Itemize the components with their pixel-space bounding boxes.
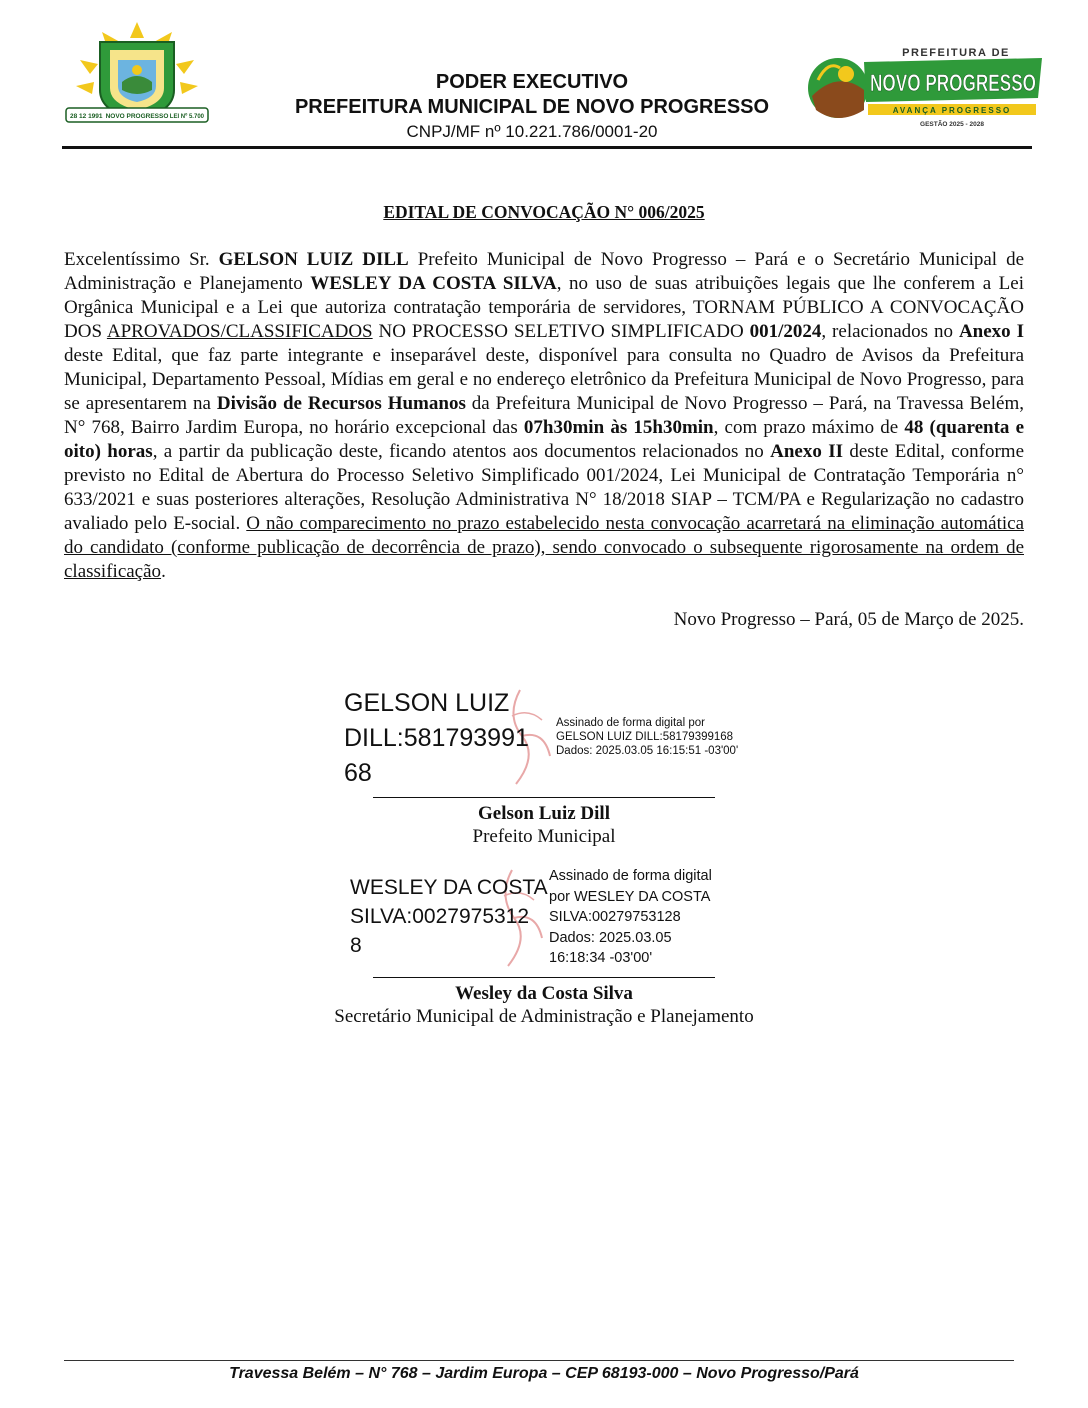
- body-bold-deadline: 48 (quarenta e oito) horas: [64, 417, 1024, 462]
- signature-info-line1: Assinado de forma digital por: [556, 717, 705, 729]
- signature-digital-info: [549, 866, 749, 969]
- header-title-executive: PODER EXECUTIVO: [435, 71, 629, 93]
- signature-line: [373, 977, 715, 978]
- body-text-7: da Prefeitura Municipal de Novo Progresso – Pará, na Travessa Belém, N° 768, Bairro Jardim Europa, no horário excepcional das: [64, 393, 1024, 438]
- logo-banner-right: LEI Nº 5.700: [169, 114, 204, 120]
- body-bold-secretary: WESLEY DA COSTA SILVA: [310, 273, 557, 294]
- signature-digital-info: [556, 716, 776, 758]
- signature-digital-name: [344, 686, 554, 791]
- body-text-1: Excelentíssimo Sr.: [64, 249, 219, 270]
- signatory-role: Prefeito Municipal: [472, 826, 616, 847]
- signatory-name: Wesley da Costa Silva: [455, 983, 633, 1004]
- body-bold-process-number: 001/2024: [749, 321, 822, 342]
- body-text-10: deste Edital, conforme previsto no Edital de Abertura do Processo Seletivo Simplificado 001/2024, Lei Municipal de Contratação Temporária n° 633/2021 e suas posteriores alterações, Resolução Administrativa N° 18/2018 SIAP – TCM/PA e Regularização no cadastro avaliado pelo E-social.: [64, 441, 1025, 534]
- body-text-2: Prefeito Municipal de Novo Progresso – Pará e o Secretário Municipal de Administração e Planejamento: [64, 249, 1024, 294]
- signature-info-line4: Dados: 2025.03.05: [549, 929, 672, 946]
- body-bold-mayor: GELSON LUIZ DILL: [218, 249, 409, 270]
- signature-info-line3: SILVA:00279753128: [549, 909, 681, 925]
- signatory-role: Secretário Municipal de Administração e Planejamento: [334, 1006, 754, 1027]
- body-text-3: , no uso de suas atribuições legais que lhe conferem a Lei Orgânica Municipal e a Lei que autoriza contratação temporária de servidores, TORNAM PÚBLICO A CONVOCAÇÃO DOS: [64, 273, 1024, 342]
- body-text-8: , com prazo máximo de: [713, 417, 905, 438]
- brand-logo-main-text: NOVO PROGRESSO: [870, 70, 1036, 97]
- brand-logo-gestao: GESTÃO 2025 - 2028: [920, 121, 984, 128]
- body-bold-annex-2: Anexo II: [770, 441, 843, 462]
- signature-info-line3: Dados: 2025.03.05 16:15:51 -03'00': [556, 745, 739, 757]
- document-date: Novo Progresso – Pará, 05 de Março de 2025.: [673, 609, 1024, 630]
- document-title: EDITAL DE CONVOCAÇÃO N° 006/2025: [383, 202, 705, 222]
- signature-digital-name-line1: WESLEY DA COSTA: [350, 876, 548, 899]
- header-divider: [62, 146, 1032, 149]
- body-text-9: , a partir da publicação deste, ficando atentos aos documentos relacionados no: [152, 441, 771, 462]
- body-bold-annex-1: Anexo I: [958, 321, 1024, 342]
- municipal-coat-of-arms-logo: [62, 20, 212, 130]
- body-underline-approved: APROVADOS/CLASSIFICADOS: [106, 321, 373, 342]
- signature-digital-name-line3: 8: [350, 934, 362, 957]
- body-text-6: deste Edital, que faz parte integrante e inseparável deste, disponível para consulta no Quadro de Avisos da Prefeitura Municipal, Departamento Pessoal, Mídias em geral e no endereço eletrônico da Prefeitura Municipal de Novo Progresso, para se apresentarem na: [64, 345, 1024, 414]
- prefecture-brand-logo: [806, 40, 1046, 135]
- signature-line: [373, 797, 715, 798]
- brand-logo-slogan: AVANÇA PROGRESSO: [892, 106, 1012, 115]
- logo-banner-left: 28 12 1991: [70, 113, 103, 120]
- signature-digital-name-line2: SILVA:0027975312: [350, 905, 530, 928]
- header-title-prefecture: PREFEITURA MUNICIPAL DE NOVO PROGRESSO: [294, 96, 770, 118]
- footer-address: Travessa Belém – N° 768 – Jardim Europa – CEP 68193-000 – Novo Progresso/Pará: [229, 1365, 859, 1382]
- signature-digital-name-line2: DILL:581793991: [344, 724, 529, 752]
- logo-banner-center: NOVO PROGRESSO: [105, 113, 169, 120]
- signature-digital-name: [350, 873, 550, 960]
- body-bold-hr-division: Divisão de Recursos Humanos: [216, 393, 466, 414]
- body-text-11: .: [161, 561, 166, 582]
- header-titles: [262, 70, 802, 146]
- signature-info-line2: GELSON LUIZ DILL:58179399168: [556, 731, 734, 743]
- body-underline-warning: O não comparecimento no prazo estabelecido nesta convocação acarretará na eliminação automática do candidato (conforme publicação de decorrência de prazo), sendo convocado o subsequente rigorosamente na ordem de classificação: [64, 513, 1024, 582]
- signature-info-line5: 16:18:34 -03'00': [549, 950, 653, 966]
- footer-divider: [64, 1360, 1014, 1361]
- document-body: [64, 248, 1024, 584]
- body-text-4: NO PROCESSO SELETIVO SIMPLIFICADO: [372, 321, 750, 342]
- header-cnpj: CNPJ/MF nº 10.221.786/0001-20: [406, 122, 658, 141]
- brand-logo-top-text: PREFEITURA DE: [902, 47, 1010, 59]
- body-bold-hours: 07h30min às 15h30min: [523, 417, 714, 438]
- signature-info-line2: por WESLEY DA COSTA: [549, 888, 711, 905]
- signature-digital-name-line3: 68: [344, 759, 372, 787]
- signature-info-line1: Assinado de forma digital: [549, 868, 712, 884]
- signatory-name: Gelson Luiz Dill: [478, 803, 610, 824]
- signature-digital-name-line1: GELSON LUIZ: [344, 689, 510, 717]
- body-text-5: , relacionados no: [821, 321, 959, 342]
